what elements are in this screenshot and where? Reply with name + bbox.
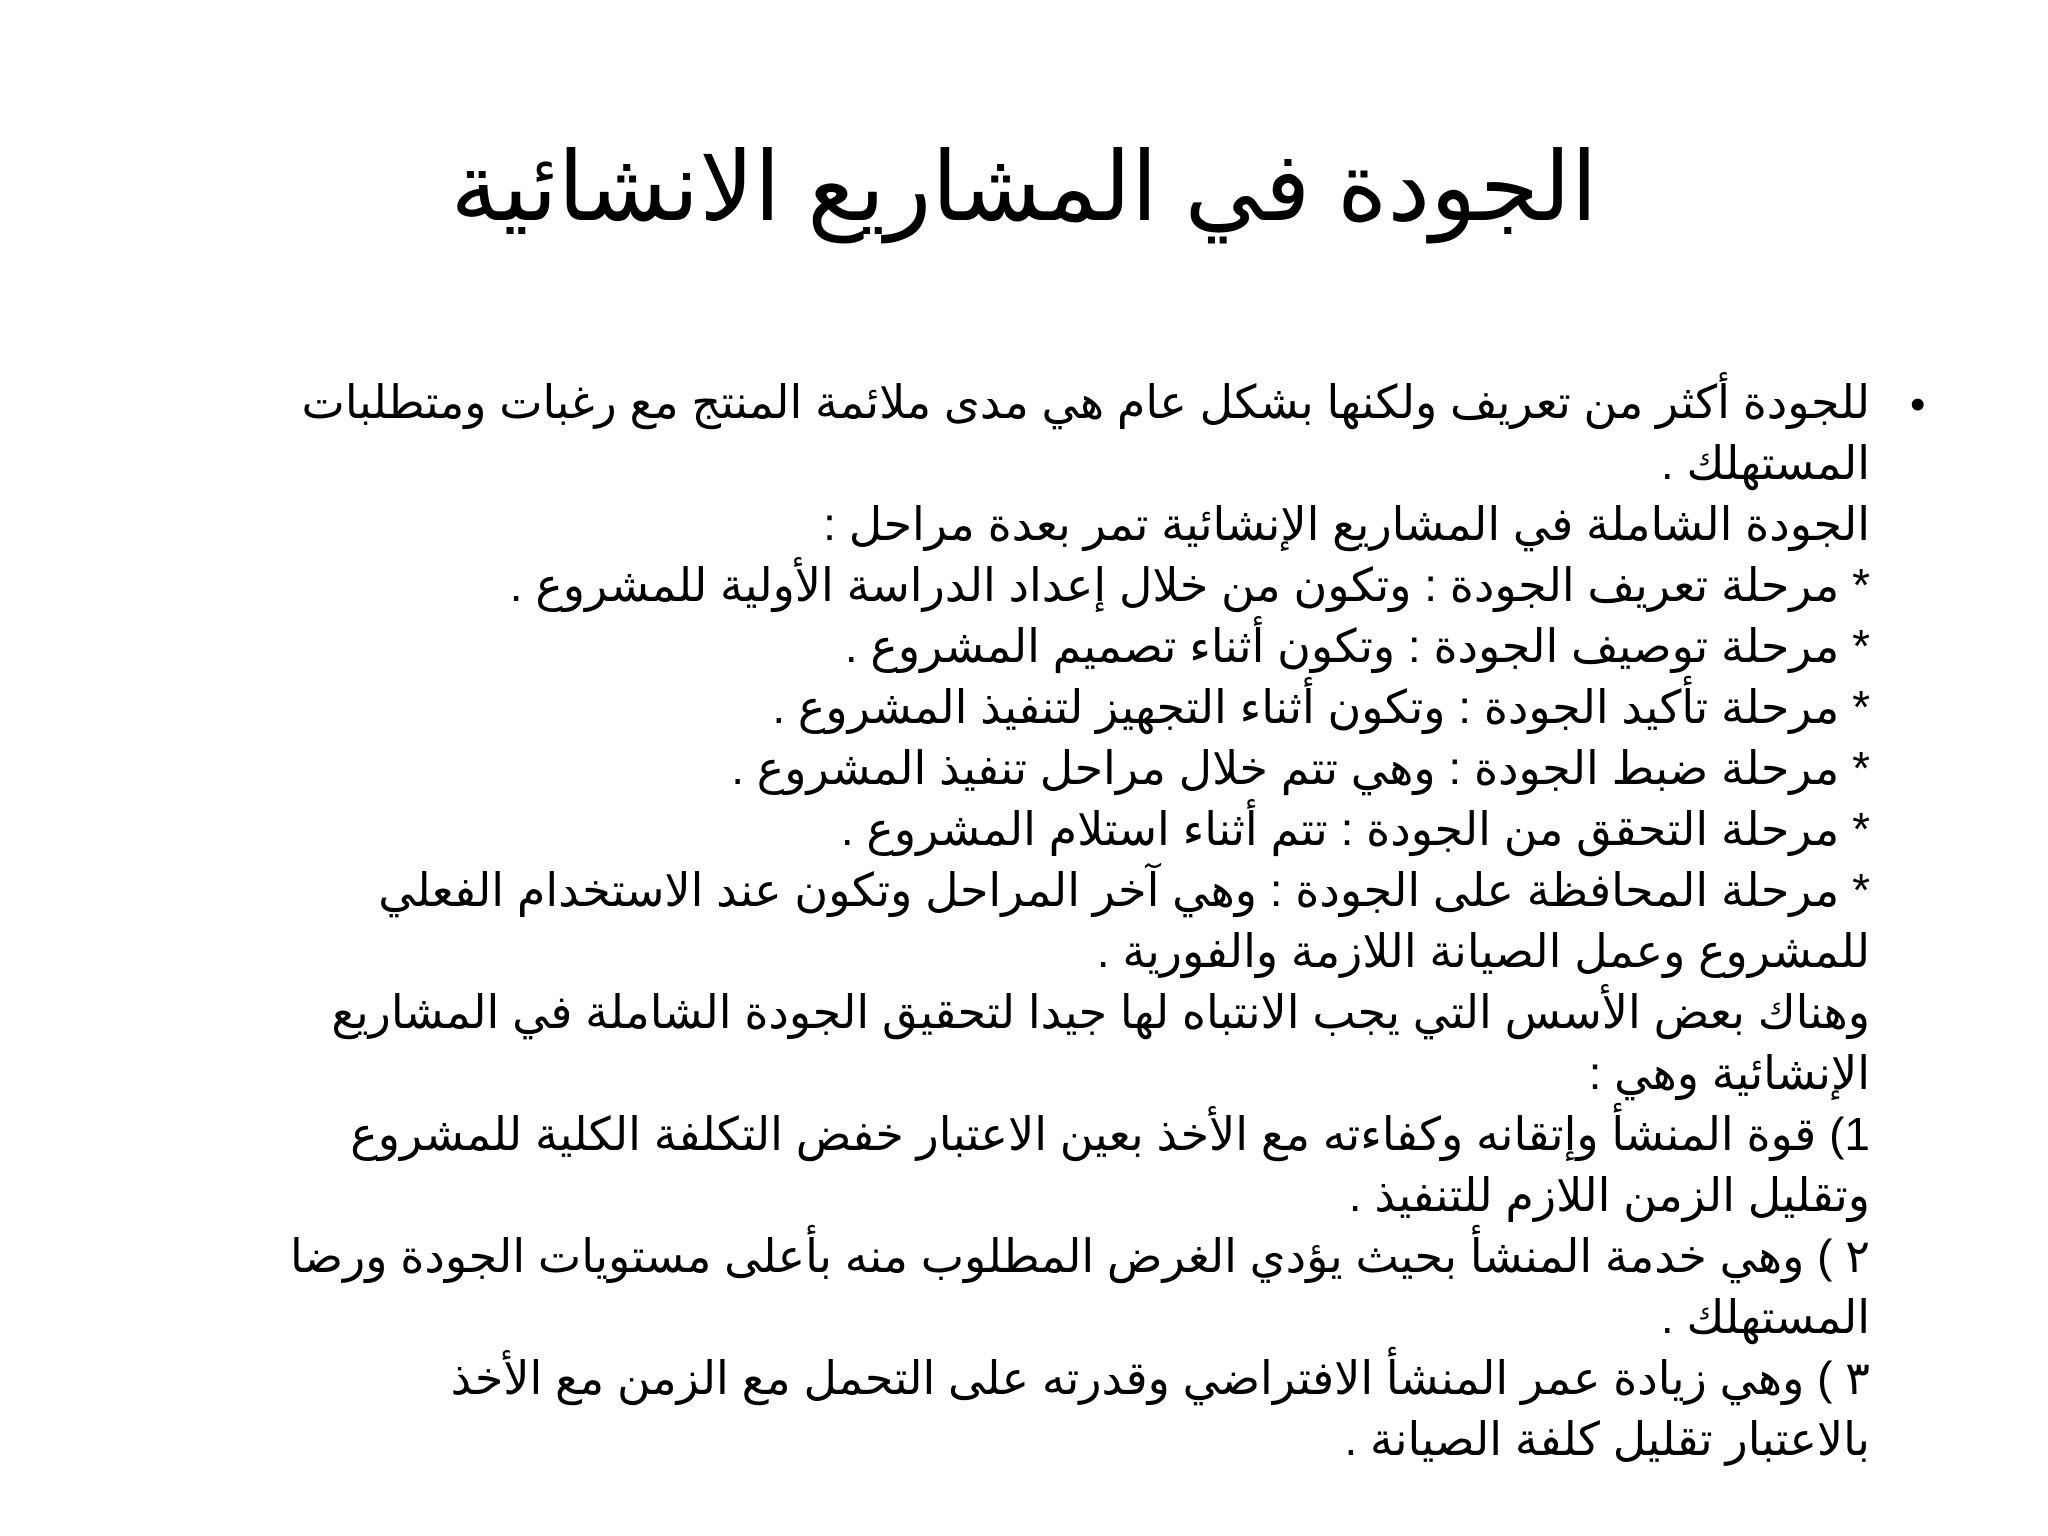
body-line: وتقليل الزمن اللازم للتنفيذ . <box>1348 1169 1870 1221</box>
body-line: للجودة أكثر من تعريف ولكنها بشكل عام هي مدى ملائمة المنتج مع رغبات ومتطلبات <box>301 376 1870 428</box>
body-line: * مرحلة ضبط الجودة : وهي تتم خلال مراحل تنفيذ المشروع . <box>731 742 1870 794</box>
body-line: * مرحلة تأكيد الجودة : وتكون أثناء التجهيز لتنفيذ المشروع . <box>772 681 1870 733</box>
body-line: * مرحلة تعريف الجودة : وتكون من خلال إعداد الدراسة الأولية للمشروع . <box>509 559 1870 611</box>
body-line: 1) قوة المنشأ وإتقانه وكفاءته مع الأخذ بعين الاعتبار خفض التكلفة الكلية للمشروع <box>350 1108 1870 1160</box>
bullet-icon: • <box>1910 380 1926 429</box>
body-line: وهناك بعض الأسس التي يجب الانتباه لها جيدا لتحقيق الجودة الشاملة في المشاريع <box>331 986 1870 1038</box>
slide-title: الجودة في المشاريع الانشائية <box>450 134 1598 241</box>
body-line: للمشروع وعمل الصيانة اللازمة والفورية . <box>1096 925 1870 977</box>
body-line: * مرحلة توصيف الجودة : وتكون أثناء تصميم المشروع . <box>844 620 1870 672</box>
body-line: ٣ ) وهي زيادة عمر المنشأ الافتراضي وقدرته على التحمل مع الزمن مع الأخذ <box>450 1352 1870 1404</box>
body-line: * مرحلة التحقق من الجودة : تتم أثناء استلام المشروع . <box>840 803 1870 855</box>
body-line: الإنشائية وهي : <box>1588 1047 1870 1099</box>
body-line: المستهلك . <box>1660 437 1870 489</box>
body-line: بالاعتبار تقليل كلفة الصيانة . <box>1344 1413 1870 1465</box>
bullet-body <box>130 372 1870 1470</box>
body-line: * مرحلة المحافظة على الجودة : وهي آخر المراحل وتكون عند الاستخدام الفعلي <box>378 864 1870 916</box>
body-line: ٢ ) وهي خدمة المنشأ بحيث يؤدي الغرض المطلوب منه بأعلى مستويات الجودة ورضا <box>289 1230 1870 1282</box>
body-line: المستهلك . <box>1660 1291 1870 1343</box>
body-line: الجودة الشاملة في المشاريع الإنشائية تمر بعدة مراحل : <box>823 498 1870 550</box>
